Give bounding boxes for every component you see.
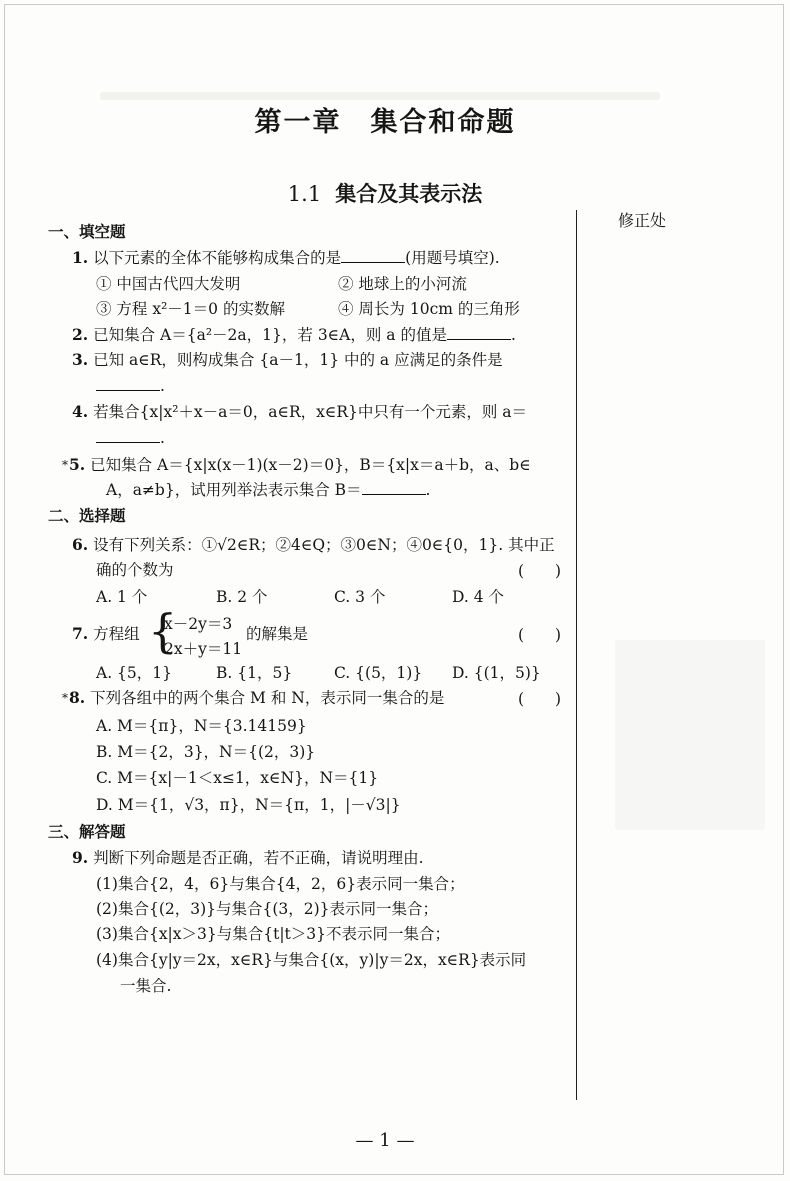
question-tail: .	[160, 377, 165, 395]
question-stem: 若集合{x|x²＋x－a＝0，a∈R，x∈R}中只有一个元素，则 a＝	[93, 403, 528, 421]
question-tail: (用题号填空).	[405, 249, 500, 267]
question-number: 6.	[72, 535, 89, 554]
question-stem: 方程组	[93, 625, 140, 643]
question-9	[72, 848, 424, 868]
statement-4: (4)集合{y|y＝2x，x∈R}与集合{(x，y)|y＝2x，x∈R}表示同	[96, 951, 527, 969]
answer-blank[interactable]	[96, 428, 160, 443]
question-number: 9.	[72, 848, 89, 867]
question-5-cont	[106, 480, 430, 500]
choice-b[interactable]: B. M＝{2，3}，N＝{(2，3)}	[96, 743, 316, 761]
margin-note-label: 修正处	[618, 211, 667, 230]
question-number: 8.	[69, 688, 86, 707]
question-4-answer-line	[96, 428, 165, 448]
option-1: ① 中国古代四大发明	[96, 275, 241, 293]
question-tail: .	[160, 429, 165, 447]
question-tail: .	[425, 481, 431, 499]
statement-1: (1)集合{2，4，6}与集合{4，2，6}表示同一集合；	[96, 875, 465, 893]
challenge-star: *	[62, 458, 68, 472]
choice-d[interactable]: D. 4 个	[452, 588, 505, 606]
question-tail: .	[510, 326, 516, 344]
question-6-cont: 确的个数为	[96, 561, 174, 579]
question-3-answer-line	[96, 376, 165, 396]
question-2	[72, 325, 516, 345]
section-number: 1.1	[287, 182, 322, 206]
question-number: 4.	[72, 402, 89, 421]
question-1	[72, 248, 500, 268]
question-number: 7.	[72, 624, 89, 643]
answer-blank[interactable]	[447, 325, 511, 340]
chapter-title: 第一章 集合和命题	[254, 107, 516, 138]
question-stem: 已知集合 A＝{x|x(x－1)(x－2)＝0}，B＝{x|x＝a＋b，a、b∈	[90, 456, 531, 474]
question-5	[62, 455, 531, 475]
margin-divider	[576, 210, 577, 1100]
short-answer-heading: 三、解答题	[48, 822, 126, 841]
answer-blank[interactable]	[362, 480, 426, 495]
page-number: — 1 —	[355, 1130, 415, 1151]
answer-parentheses[interactable]: ( )	[518, 690, 562, 708]
question-3	[72, 350, 503, 370]
challenge-star: *	[62, 691, 68, 705]
option-3: ③ 方程 x²－1＝0 的实数解	[96, 300, 285, 318]
question-number: 3.	[72, 350, 89, 369]
question-stem: 以下元素的全体不能够构成集合的是	[93, 249, 342, 267]
question-number: 1.	[72, 248, 89, 267]
bleed-through-shading	[615, 640, 765, 830]
option-4: ④ 周长为 10cm 的三角形	[338, 300, 520, 318]
statement-4-cont: 一集合.	[120, 977, 172, 995]
choice-d[interactable]: D. M＝{1，√3，π}，N＝{π，1，|－√3|}	[96, 796, 401, 814]
question-stem: 设有下列关系：①√2∈R；②4∈Q；③0∈N；④0∈{0，1}. 其中正	[93, 536, 555, 554]
bleed-through-shading	[100, 92, 660, 100]
option-2: ② 地球上的小河流	[338, 275, 467, 293]
choice-a[interactable]: A. 1 个	[96, 588, 148, 606]
answer-parentheses[interactable]: ( )	[518, 626, 562, 644]
question-stem-cont: A，a≠b}，试用列举法表示集合 B＝	[106, 481, 362, 499]
question-stem: 判断下列命题是否正确，若不正确，请说明理由.	[93, 849, 424, 867]
question-stem: 下列各组中的两个集合 M 和 N，表示同一集合的是	[90, 689, 445, 707]
statement-2: (2)集合{(2，3)}与集合{(3，2)}表示同一集合；	[96, 900, 439, 918]
equation-1: x－2y＝3	[164, 615, 233, 633]
question-4	[72, 402, 527, 422]
multiple-choice-heading: 二、选择题	[48, 506, 126, 525]
answer-parentheses[interactable]: ( )	[518, 562, 562, 580]
equation-brace: {	[148, 604, 178, 658]
section-title	[200, 178, 570, 208]
question-7-tail: 的解集是	[246, 625, 309, 643]
question-stem: 已知集合 A＝{a²－2a，1}，若 3∈A，则 a 的值是	[93, 326, 447, 344]
section-name: 集合及其表示法	[335, 181, 483, 206]
question-number: 5.	[69, 455, 86, 474]
question-7	[72, 624, 140, 644]
equation-2: 2x＋y＝11	[164, 640, 243, 658]
choice-d[interactable]: D. {(1，5)}	[452, 664, 541, 682]
question-8	[62, 688, 444, 708]
choice-a[interactable]: A. M＝{π}，N＝{3.14159}	[96, 717, 307, 735]
answer-blank[interactable]	[96, 376, 160, 391]
choice-c[interactable]: C. M＝{x|－1＜x≤1，x∈N}，N＝{1}	[96, 769, 379, 787]
statement-3: (3)集合{x|x＞3}与集合{t|t＞3}不表示同一集合；	[96, 925, 451, 943]
choice-b[interactable]: B. {1，5}	[216, 664, 293, 682]
choice-c[interactable]: C. 3 个	[334, 588, 386, 606]
question-6	[72, 535, 555, 555]
answer-blank[interactable]	[341, 248, 405, 263]
question-stem: 已知 a∈R，则构成集合 {a－1，1} 中的 a 应满足的条件是	[93, 351, 503, 369]
choice-a[interactable]: A. {5，1}	[96, 664, 172, 682]
choice-b[interactable]: B. 2 个	[216, 588, 268, 606]
fill-in-heading: 一、填空题	[48, 222, 126, 241]
question-number: 2.	[72, 325, 89, 344]
choice-c[interactable]: C. {(5，1)}	[334, 664, 423, 682]
